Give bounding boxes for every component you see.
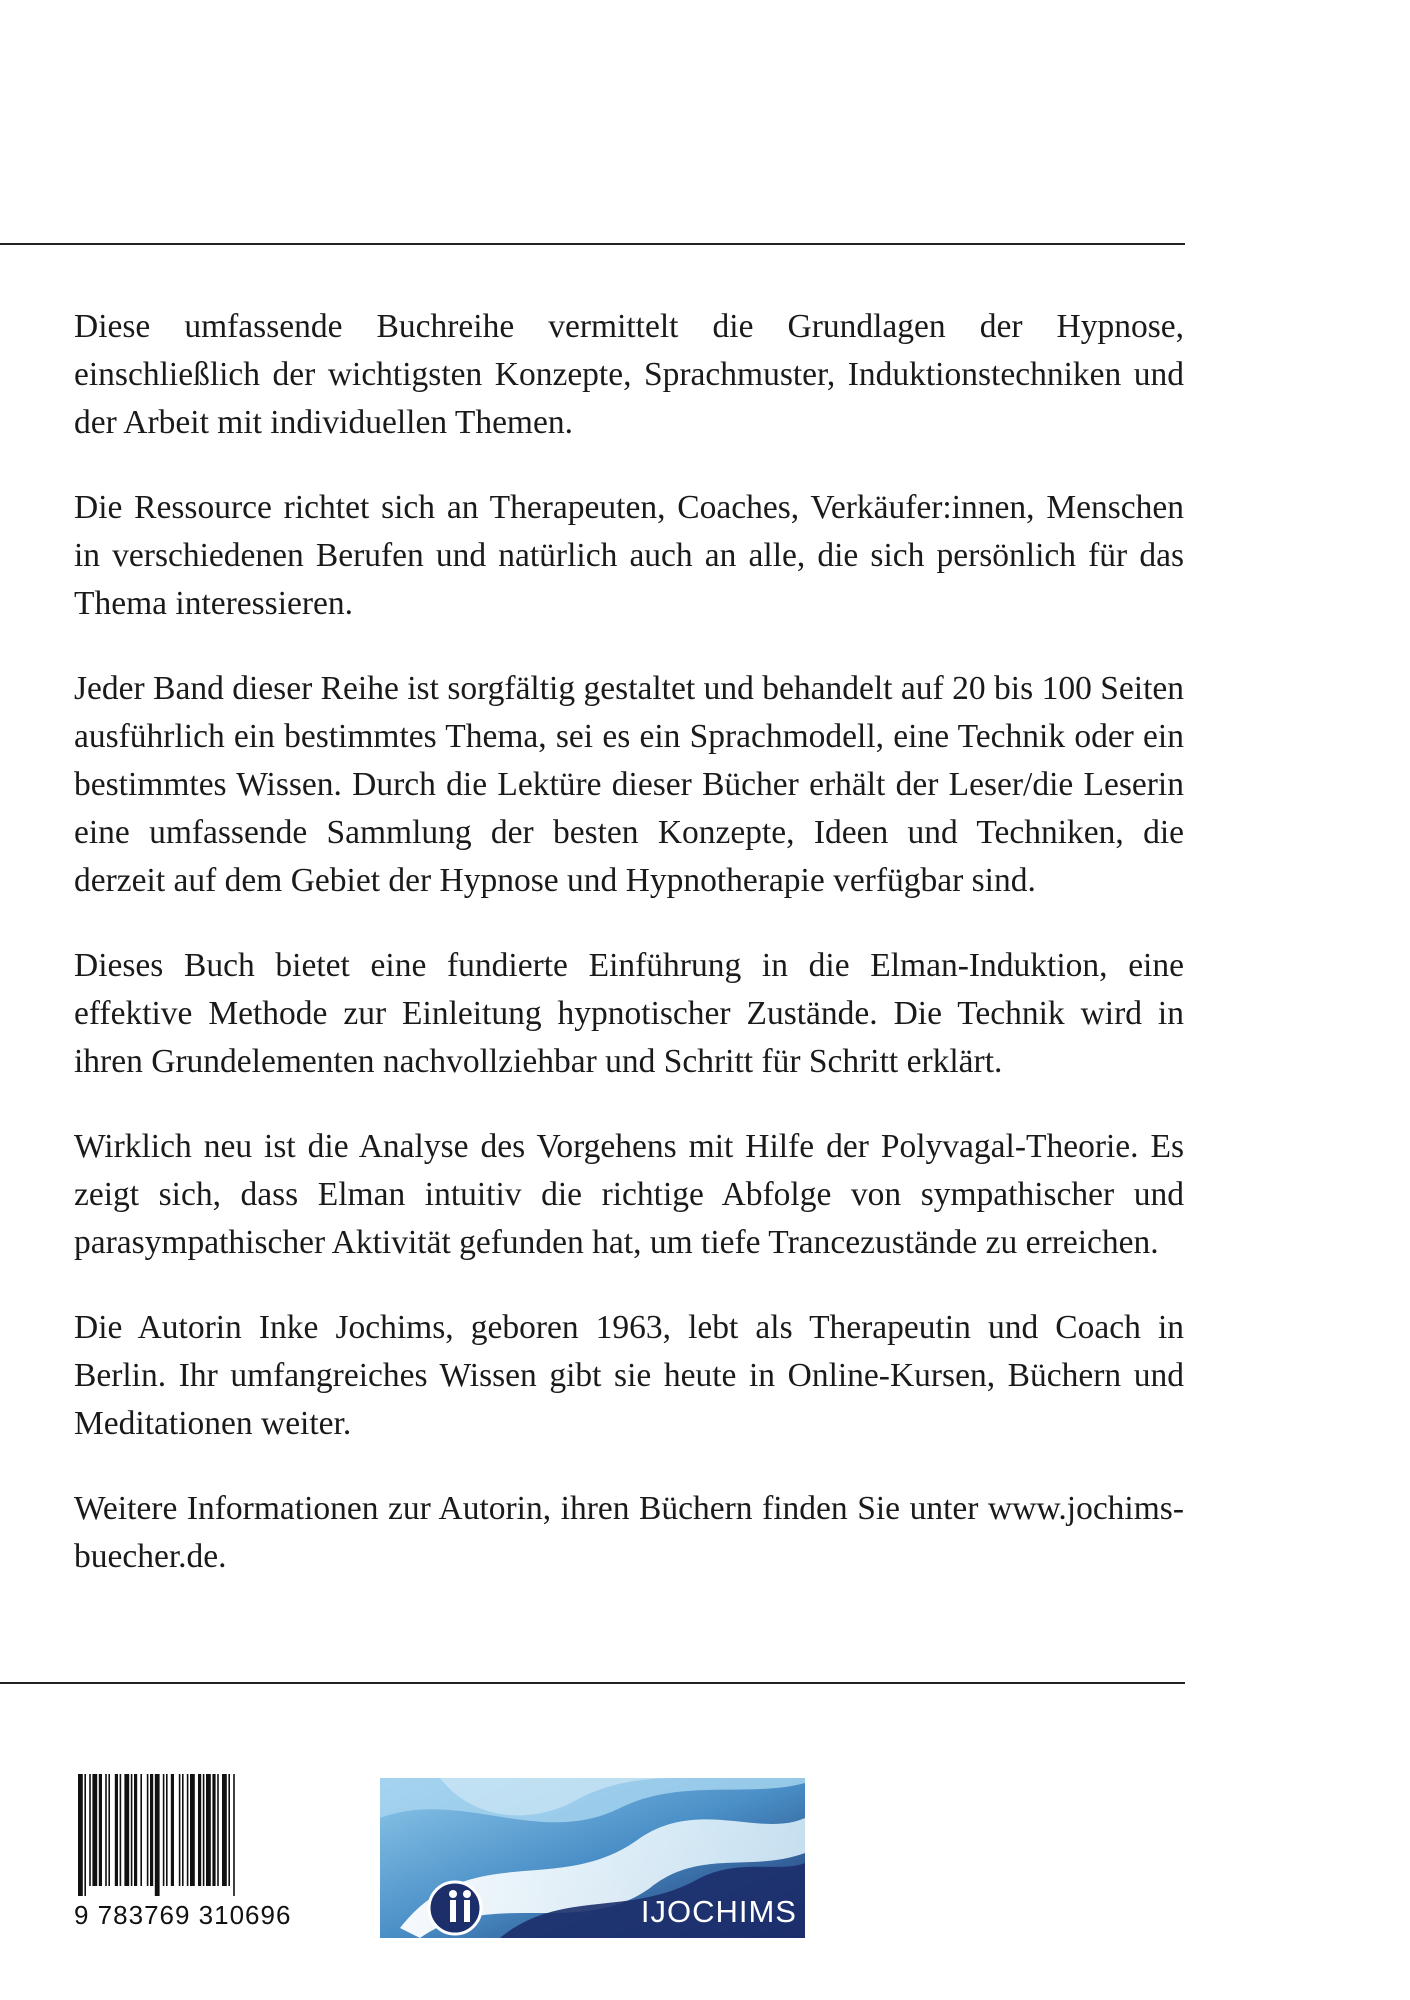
top-divider	[0, 243, 1185, 245]
barcode-bar	[105, 1774, 107, 1886]
barcode-bar	[134, 1774, 137, 1886]
barcode-bar	[92, 1774, 97, 1886]
paragraph-volumes: Jeder Band dieser Reihe ist sorgfältig gestaltet und behandelt auf 20 bis 100 Seiten ausführlich ein bestimmtes Thema, sei es ein Sprachmodell, eine Technik oder ein bestimmtes Wissen. Durch die Lektüre dieser Bücher erhält der Leser/die Leserin eine umfassende Sammlung der besten Konzepte, Ideen und Techniken, die derzeit auf dem Gebiet der Hypnose und Hypnotherapie verfügbar sind.	[74, 670, 1184, 899]
barcode-bar	[228, 1774, 230, 1886]
publisher-logo-text: IJOCHIMS	[640, 1894, 797, 1929]
barcode-bar	[84, 1774, 86, 1896]
barcode-bar	[120, 1774, 122, 1886]
paragraph-audience: Die Ressource richtet sich an Therapeuten, Coaches, Verkäufer:innen, Menschen in verschiedenen Berufen und natürlich auch an alle, die sich persönlich für das Thema interessieren.	[74, 489, 1184, 622]
isbn-barcode	[74, 1774, 292, 1940]
barcode-bar	[179, 1774, 181, 1886]
barcode-bar	[212, 1774, 215, 1886]
barcode-bar	[187, 1774, 189, 1886]
barcode-bar	[108, 1774, 110, 1886]
barcode-bar	[206, 1774, 211, 1886]
barcode-bar	[171, 1774, 174, 1886]
barcode-bar	[166, 1774, 168, 1886]
barcode-bar	[233, 1774, 235, 1896]
paragraph-series-intro: Diese umfassende Buchreihe vermittelt die Grundlagen der Hypnose, einschließlich der wichtigsten Konzepte, Sprachmuster, Induktionstechniken und der Arbeit mit individuellen Themen.	[74, 308, 1184, 441]
barcode-bar	[99, 1774, 102, 1886]
barcode-bar	[190, 1774, 195, 1886]
barcode-bar	[89, 1774, 91, 1886]
paragraph-more-info: Weitere Informationen zur Autorin, ihren Büchern finden Sie unter www.jochims-buecher.de.	[74, 1490, 1184, 1575]
publisher-logo	[380, 1778, 805, 1938]
barcode-digits: 9 783769 310696	[74, 1900, 292, 1930]
barcode-bar	[217, 1774, 219, 1886]
barcode-bar	[222, 1774, 227, 1886]
barcode-bar	[198, 1774, 201, 1886]
bottom-divider	[0, 1682, 1185, 1684]
barcode-bars	[74, 1774, 286, 1896]
barcode-bar	[150, 1774, 153, 1886]
barcode-bar	[115, 1774, 118, 1886]
barcode-bar	[203, 1774, 205, 1886]
paragraph-polyvagal: Wirklich neu ist die Analyse des Vorgehens mit Hilfe der Polyvagal-Theorie. Es zeigt sich, dass Elman intuitiv die richtige Abfolge von sympathischer und parasympathischer Aktivität gefunden hat, um tiefe Trancezustände zu erreichen.	[74, 1128, 1184, 1261]
barcode-bar	[182, 1774, 184, 1886]
barcode-bar	[155, 1774, 160, 1896]
paragraph-author: Die Autorin Inke Jochims, geboren 1963, lebt als Therapeutin und Coach in Berlin. Ihr umfangreiches Wissen gibt sie heute in Online-Kursen, Büchern und Meditationen weiter.	[74, 1309, 1184, 1442]
blurb-text	[74, 303, 1184, 1618]
barcode-bar	[147, 1774, 149, 1886]
barcode-bar	[163, 1774, 165, 1886]
paragraph-book-content: Dieses Buch bietet eine fundierte Einführung in die Elman-Induktion, eine effektive Methode zur Einleitung hypnotischer Zustände. Die Technik wird in ihren Grundelementen nachvollziehbar und Schritt für Schritt erklärt.	[74, 947, 1184, 1080]
barcode-bar	[124, 1774, 129, 1886]
barcode-bar	[140, 1774, 142, 1886]
barcode-bar	[78, 1774, 83, 1896]
barcode-bar	[131, 1774, 133, 1886]
